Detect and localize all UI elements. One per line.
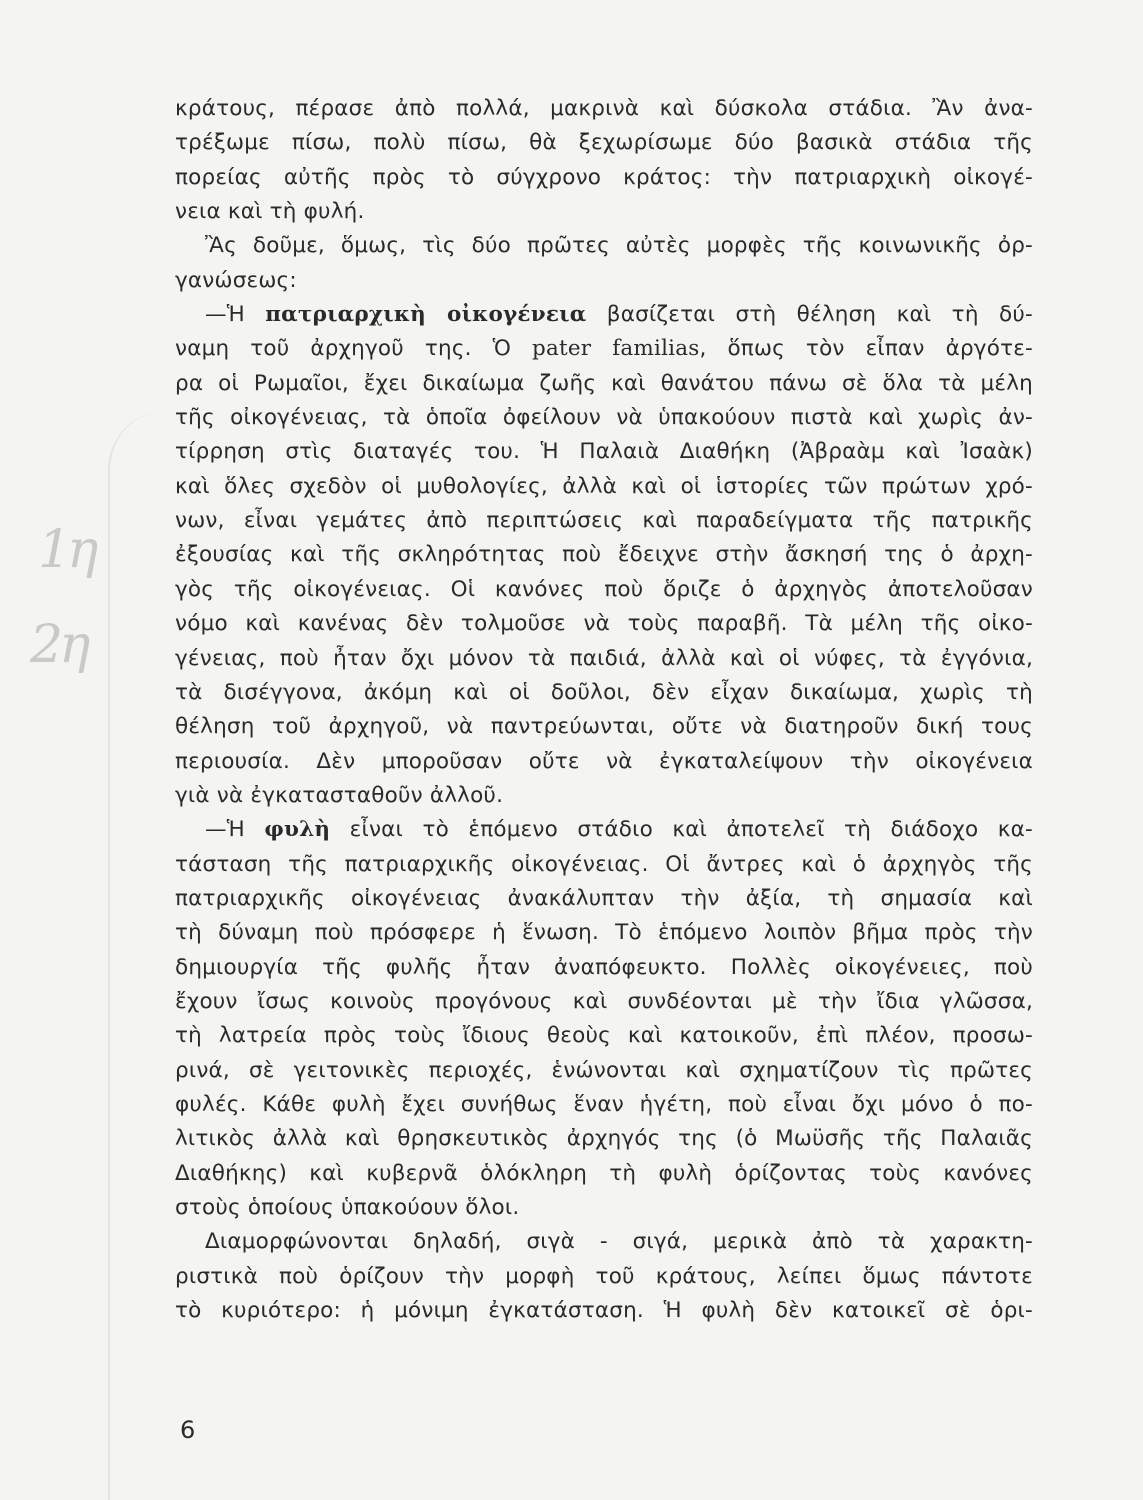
text-line: γένειας, ποὺ ἦταν ὄχι μόνον τὰ παιδιά, ἀλλὰ καὶ οἱ νύφες, τὰ ἐγγόνια,: [175, 645, 1033, 671]
body-text: [175, 92, 1033, 1328]
text-line: καὶ ὅλες σχεδὸν οἱ μυθολογίες, ἀλλὰ καὶ οἱ ἱστορίες τῶν πρώτων χρό-: [175, 473, 1033, 499]
paragraph: [175, 229, 1033, 298]
text-line: —Ἡ φυλὴ εἶναι τὸ ἑπόμενο στάδιο καὶ ἀποτελεῖ τὴ διάδοχο κα-: [205, 817, 1033, 843]
bold-term: φυλὴ: [264, 817, 331, 843]
text-line: νεια καὶ τὴ φυλή.: [175, 199, 365, 225]
text-line: Διαμορφώνονται δηλαδή, σιγὰ - σιγά, μερικὰ ἀπὸ τὰ χαρακτη-: [205, 1229, 1033, 1255]
paragraph: [175, 813, 1033, 1225]
page-edge-shadow: [108, 410, 170, 1500]
text-line: ἔχουν ἴσως κοινοὺς προγόνους καὶ συνδέονται μὲ τὴν ἴδια γλῶσσα,: [175, 988, 1033, 1014]
text-line: —Ἡ πατριαρχικὴ οἰκογένεια βασίζεται στὴ θέληση καὶ τὴ δύ-: [205, 302, 1033, 328]
text-line: νων, εἶναι γεμάτες ἀπὸ περιπτώσεις καὶ παραδείγματα τῆς πατρικῆς: [175, 508, 1033, 534]
text-line: κράτους, πέρασε ἀπὸ πολλά, μακρινὰ καὶ δύσκολα στάδια. Ἂν ἀνα-: [175, 96, 1033, 121]
text-line: τὰ δισέγγονα, ἀκόμη καὶ οἱ δοῦλοι, δὲν εἶχαν δικαίωμα, χωρὶς τὴ: [175, 679, 1033, 705]
margin-note-first: 1η: [38, 520, 95, 580]
text-line: ριστικὰ ποὺ ὁρίζουν τὴν μορφὴ τοῦ κράτους, λείπει ὅμως πάντοτε: [175, 1263, 1033, 1289]
latin-term: pater familias: [532, 336, 700, 362]
text-line: τὴ λατρεία πρὸς τοὺς ἴδιους θεοὺς καὶ κατοικοῦν, ἐπὶ πλέον, προσω-: [175, 1023, 1033, 1049]
page-number: 6: [180, 1416, 196, 1444]
text-line: λιτικὸς ἀλλὰ καὶ θρησκευτικὸς ἀρχηγός της (ὁ Μωϋσῆς τῆς Παλαιᾶς: [175, 1126, 1033, 1152]
text-line: γιὰ νὰ ἐγκατασταθοῦν ἀλλοῦ.: [175, 782, 504, 808]
text-line: ἐξουσίας καὶ τῆς σκληρότητας ποὺ ἔδειχνε στὴν ἄσκησή της ὁ ἀρχη-: [175, 542, 1033, 568]
margin-note-second: 2η: [30, 615, 87, 675]
text-line: περιουσία. Δὲν μποροῦσαν οὔτε νὰ ἐγκαταλείψουν τὴν οἰκογένεια: [175, 748, 1033, 774]
text-line: τὴ δύναμη ποὺ πρόσφερε ἡ ἕνωση. Τὸ ἑπόμενο λοιπὸν βῆμα πρὸς τὴν: [175, 920, 1033, 946]
text-line: νόμο καὶ κανένας δὲν τολμοῦσε νὰ τοὺς παραβῆ. Τὰ μέλη τῆς οἰκο-: [175, 611, 1033, 637]
text-line: φυλές. Κάθε φυλὴ ἔχει συνήθως ἕναν ἡγέτη, ποὺ εἶναι ὄχι μόνο ὁ πο-: [175, 1091, 1033, 1117]
text-line: δημιουργία τῆς φυλῆς ἦταν ἀναπόφευκτο. Πολλὲς οἰκογένειες, ποὺ: [175, 954, 1033, 980]
text-line: γὸς τῆς οἰκογένειας. Οἱ κανόνες ποὺ ὅριζε ὁ ἀρχηγὸς ἀποτελοῦσαν: [175, 576, 1033, 602]
text-line: στοὺς ὁποίους ὑπακούουν ὅλοι.: [175, 1195, 520, 1220]
text-line: πορείας αὐτῆς πρὸς τὸ σύγχρονο κράτος: τὴν πατριαρχικὴ οἰκογέ-: [175, 164, 1033, 190]
text-line: θέληση τοῦ ἀρχηγοῦ, νὰ παντρεύωνται, οὔτε νὰ διατηροῦν δική τους: [175, 714, 1033, 740]
text-line: ρα οἱ Ρωμαῖοι, ἔχει δικαίωμα ζωῆς καὶ θανάτου πάνω σὲ ὅλα τὰ μέλη: [175, 370, 1033, 396]
paragraph: [175, 1225, 1033, 1328]
text-line: τάσταση τῆς πατριαρχικῆς οἰκογένειας. Οἱ ἄντρες καὶ ὁ ἀρχηγὸς τῆς: [175, 851, 1033, 877]
text-line: πατριαρχικῆς οἰκογένειας ἀνακάλυπταν τὴν ἀξία, τὴ σημασία καὶ: [175, 885, 1033, 911]
text-line: γανώσεως:: [175, 267, 297, 293]
text-line: τίρρηση στὶς διαταγές του. Ἡ Παλαιὰ Διαθήκη (Ἀβραὰμ καὶ Ἰσαὰκ): [175, 439, 1033, 465]
text-line: τὸ κυριότερο: ἡ μόνιμη ἐγκατάσταση. Ἡ φυλὴ δὲν κατοικεῖ σὲ ὁρι-: [175, 1298, 1033, 1324]
paragraph: [175, 92, 1033, 229]
text-line: Ἂς δοῦμε, ὅμως, τὶς δύο πρῶτες αὐτὲς μορφὲς τῆς κοινωνικῆς ὀρ-: [205, 233, 1033, 259]
text-line: ναμη τοῦ ἀρχηγοῦ της. Ὁ pater familias, ὅπως τὸν εἶπαν ἀργότε-: [175, 336, 1033, 362]
text-line: ρινά, σὲ γειτονικὲς περιοχές, ἑνώνονται καὶ σχηματίζουν τὶς πρῶτες: [175, 1057, 1033, 1083]
bold-term: πατριαρχικὴ οἰκογένεια: [265, 302, 587, 328]
text-line: Διαθήκης) καὶ κυβερνᾶ ὁλόκληρη τὴ φυλὴ ὁρίζοντας τοὺς κανόνες: [175, 1160, 1033, 1186]
text-line: τῆς οἰκογένειας, τὰ ὁποῖα ὀφείλουν νὰ ὑπακούουν πιστὰ καὶ χωρὶς ἀν-: [175, 405, 1033, 431]
text-line: τρέξωμε πίσω, πολὺ πίσω, θὰ ξεχωρίσωμε δύο βασικὰ στάδια τῆς: [175, 130, 1033, 156]
paragraph: [175, 298, 1033, 813]
